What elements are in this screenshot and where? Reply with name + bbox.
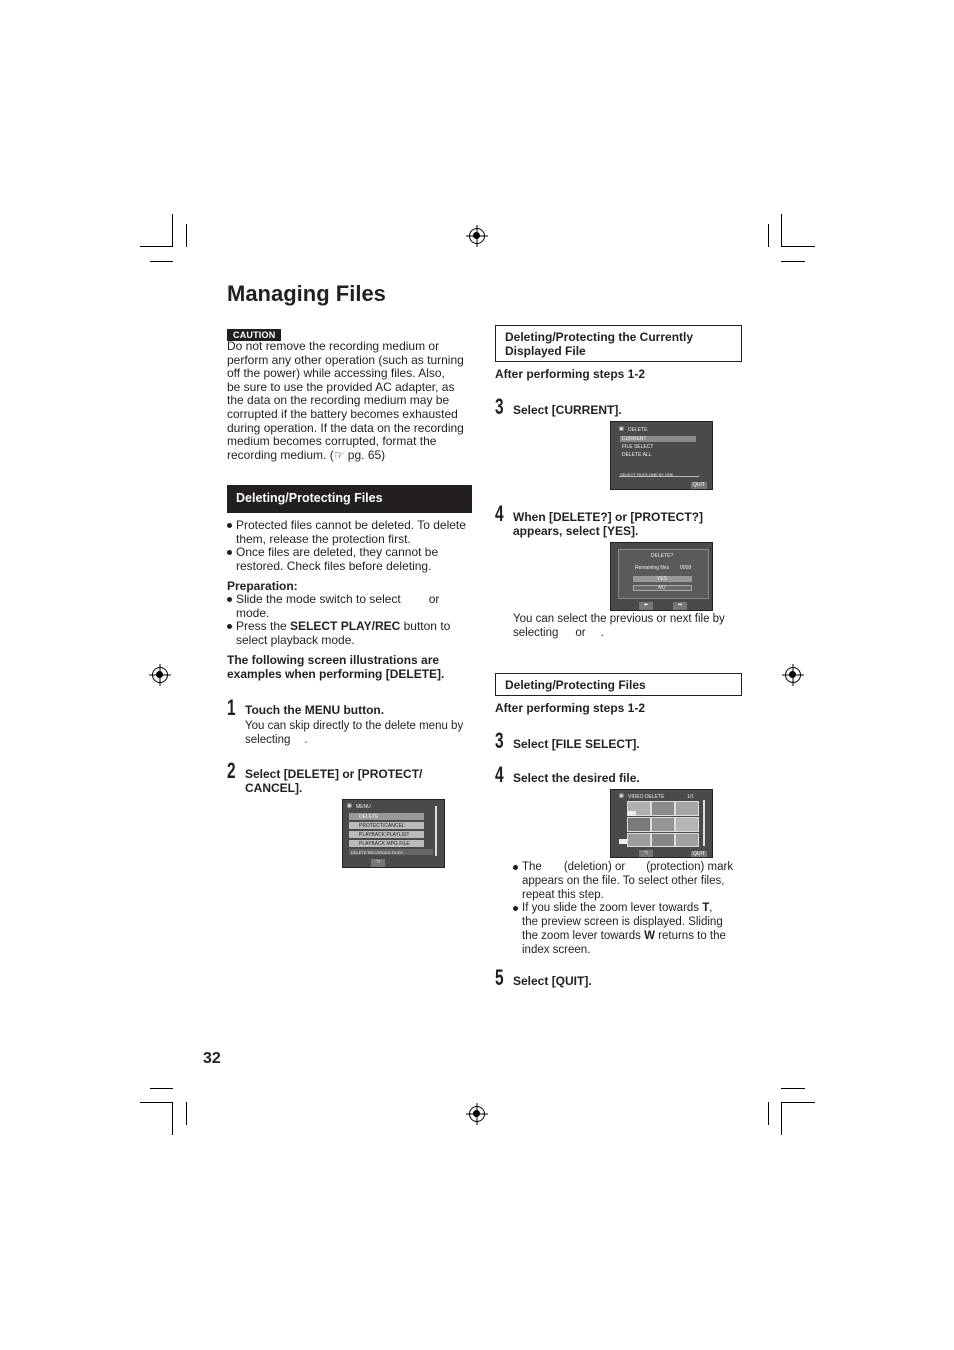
note-text: the zoom lever towards bbox=[522, 929, 645, 942]
prep-text: Slide the mode switch to select bbox=[236, 592, 401, 606]
caution-text bbox=[227, 340, 477, 462]
prep-line: mode. bbox=[236, 605, 270, 620]
note-line: examples when performing [DELETE]. bbox=[227, 666, 445, 681]
step-number: 1 bbox=[227, 695, 236, 720]
note-line: You can skip directly to the delete menu by bbox=[245, 720, 464, 732]
menu-title: MENU bbox=[356, 804, 371, 810]
step-line: When [DELETE?] or [PROTECT?] bbox=[513, 510, 703, 524]
note-text: . bbox=[304, 733, 308, 746]
delete-title: DELETE bbox=[628, 427, 648, 433]
delete-screen-illustration bbox=[610, 421, 713, 490]
note-text: selecting bbox=[513, 626, 559, 639]
step-text: Select [QUIT]. bbox=[513, 974, 592, 988]
step-text bbox=[513, 510, 703, 538]
prep-line: select playback mode. bbox=[236, 632, 355, 647]
menu-screen-illustration bbox=[342, 799, 445, 868]
registration-mark-right bbox=[785, 667, 801, 683]
step-text: Select [FILE SELECT]. bbox=[513, 737, 640, 751]
menu-item: PLAYBACK MPG FILE bbox=[359, 841, 410, 847]
menu-item: PROTECT/CANCEL bbox=[359, 823, 405, 829]
video-delete-screen-illustration bbox=[610, 789, 713, 858]
section-box-current bbox=[495, 325, 742, 362]
caution-line: corrupted if the battery becomes exhausted bbox=[227, 406, 458, 421]
illustration-note bbox=[227, 654, 477, 681]
confirm-screen-illustration bbox=[610, 542, 713, 611]
prep-mode-switch bbox=[227, 593, 477, 620]
step-number: 3 bbox=[495, 394, 504, 419]
caution-line: during operation. If the data on the recording bbox=[227, 420, 464, 435]
file-thumbnail bbox=[627, 833, 651, 847]
file-thumbnail bbox=[675, 833, 699, 847]
delete-item: FILE SELECT bbox=[622, 444, 654, 450]
prep-text: Press the bbox=[236, 619, 291, 634]
file-thumbnail bbox=[651, 833, 675, 847]
note-line: You can select the previous or next file by bbox=[513, 613, 725, 625]
preparation-list bbox=[227, 593, 477, 647]
selection-marker-icon bbox=[619, 839, 627, 844]
step-number: 4 bbox=[495, 762, 504, 787]
registration-mark-bottom bbox=[469, 1106, 485, 1122]
prep-text: button to bbox=[400, 619, 451, 634]
remaining-label: Remaining files bbox=[635, 565, 670, 571]
back-button: ⮌ bbox=[371, 859, 385, 867]
menu-item: PLAYBACK PLAYLIST bbox=[359, 832, 410, 838]
quit-button: QUIT bbox=[691, 851, 707, 857]
note-line: index screen. bbox=[522, 943, 591, 956]
camera-icon: ▣ bbox=[619, 426, 624, 432]
step-number: 4 bbox=[495, 501, 504, 526]
note-line: the preview screen is displayed. Sliding bbox=[522, 916, 723, 929]
quit-button: QUIT bbox=[691, 482, 707, 489]
step1-note bbox=[245, 720, 480, 748]
note-text: selecting bbox=[245, 733, 291, 746]
bullet-protected bbox=[227, 519, 477, 546]
remaining-value: 0008 bbox=[680, 565, 692, 571]
delete-item: DELETE ALL bbox=[622, 452, 652, 458]
note-text: , bbox=[709, 902, 713, 915]
caution-line: Do not remove the recording medium or bbox=[227, 339, 440, 353]
preparation-label: Preparation: bbox=[227, 579, 298, 593]
note-line bbox=[245, 734, 480, 748]
note-line: The following screen illustrations are bbox=[227, 653, 440, 667]
note-line bbox=[522, 861, 749, 875]
note-text: T bbox=[702, 902, 710, 915]
file-thumbnail bbox=[627, 817, 651, 832]
caution-line: perform any other operation (such as turning bbox=[227, 352, 464, 367]
step-text: Select the desired file. bbox=[513, 771, 640, 785]
prep-line bbox=[236, 620, 477, 634]
section-bullets bbox=[227, 519, 477, 573]
step-line: appears, select [YES]. bbox=[513, 524, 639, 538]
next-arrow-button: ➡ bbox=[673, 602, 687, 610]
bullet-line: Protected files cannot be deleted. To delete bbox=[236, 518, 466, 532]
note-line: appears on the file. To select other files, bbox=[522, 874, 725, 887]
scrollbar bbox=[435, 806, 437, 856]
note-line bbox=[522, 902, 749, 916]
registration-mark-left bbox=[152, 667, 168, 683]
delete-footer: SELECT FILES ONE BY ONE bbox=[620, 472, 674, 477]
yes-option: YES bbox=[657, 576, 668, 582]
step4b-bullets bbox=[513, 861, 749, 958]
video-delete-title: VIDEO DELETE bbox=[628, 794, 665, 800]
caution-line: medium becomes corrupted, format the bbox=[227, 434, 437, 449]
bullet-deleted bbox=[227, 546, 477, 573]
step-text: Touch the MENU button. bbox=[245, 703, 385, 717]
prev-arrow-button: ⬅ bbox=[639, 602, 653, 610]
step-text: Select [CURRENT]. bbox=[513, 403, 622, 417]
confirm-title: DELETE? bbox=[651, 553, 674, 559]
note-text: If you slide the zoom lever towards bbox=[522, 902, 703, 915]
note-line bbox=[522, 930, 749, 944]
menu-footer: DELETE RECORDED FILES bbox=[351, 850, 403, 855]
file-thumbnail bbox=[675, 801, 699, 816]
step-number: 2 bbox=[227, 758, 236, 783]
camera-icon: ▣ bbox=[619, 793, 624, 799]
file-thumbnail bbox=[675, 817, 699, 832]
step-line: Select [DELETE] or [PROTECT/ bbox=[245, 767, 423, 781]
caution-line: the data on the recording medium may be bbox=[227, 393, 450, 408]
page-counter: 1/1 bbox=[687, 794, 694, 800]
prep-text: SELECT PLAY/REC bbox=[290, 619, 401, 634]
section-box-files: Deleting/Protecting Files bbox=[495, 673, 742, 696]
box-title-line: Deleting/Protecting the Currently bbox=[505, 330, 694, 344]
note-text: W bbox=[644, 929, 655, 942]
bullet-line: restored. Check files before deleting. bbox=[236, 558, 432, 573]
file-thumbnail bbox=[651, 801, 675, 816]
note-text: returns to the bbox=[654, 929, 726, 942]
step4-note bbox=[513, 613, 748, 641]
bullet-line: Once files are deleted, they cannot be bbox=[236, 545, 439, 560]
step-line: CANCEL]. bbox=[245, 781, 303, 795]
prep-line bbox=[236, 593, 477, 607]
caution-line: be sure to use the provided AC adapter, as bbox=[227, 379, 455, 394]
bullet-mark-appears bbox=[513, 861, 749, 902]
note-line: repeat this step. bbox=[522, 888, 604, 901]
menu-item: DELETE bbox=[359, 814, 379, 820]
prep-text: or bbox=[428, 592, 440, 606]
note-text: The bbox=[522, 861, 542, 873]
note-text: or bbox=[575, 626, 586, 639]
caution-label: CAUTION bbox=[227, 329, 281, 341]
back-button: ⮌ bbox=[639, 850, 653, 858]
registration-mark-top bbox=[469, 228, 485, 244]
caution-line: off the power) while accessing files. Also, bbox=[227, 366, 445, 381]
scrollbar bbox=[703, 800, 705, 846]
no-option: NO bbox=[658, 585, 666, 591]
after-steps-note: After performing steps 1-2 bbox=[495, 367, 646, 381]
note-text: (deletion) or bbox=[563, 861, 626, 873]
delete-mark-icon bbox=[628, 811, 636, 816]
note-line bbox=[513, 627, 748, 641]
delete-item: CURRENT bbox=[622, 436, 647, 442]
note-text: (protection) mark bbox=[646, 861, 734, 873]
bullet-line: them, release the protection first. bbox=[236, 531, 411, 546]
step-text bbox=[245, 767, 422, 795]
caution-line: recording medium. (☞ pg. 65) bbox=[227, 447, 386, 462]
page-number: 32 bbox=[203, 1050, 221, 1067]
page-title: Managing Files bbox=[227, 281, 386, 306]
box-title-line: Displayed File bbox=[505, 344, 586, 358]
note-text: . bbox=[600, 626, 604, 639]
camera-icon: ▣ bbox=[347, 803, 352, 809]
step-number: 5 bbox=[495, 965, 504, 990]
file-thumbnail bbox=[651, 817, 675, 832]
section-header-deleting: Deleting/Protecting Files bbox=[227, 485, 472, 513]
after-steps-note: After performing steps 1-2 bbox=[495, 701, 646, 715]
bullet-zoom-lever bbox=[513, 902, 749, 957]
step-number: 3 bbox=[495, 728, 504, 753]
prep-select-button bbox=[227, 620, 477, 647]
